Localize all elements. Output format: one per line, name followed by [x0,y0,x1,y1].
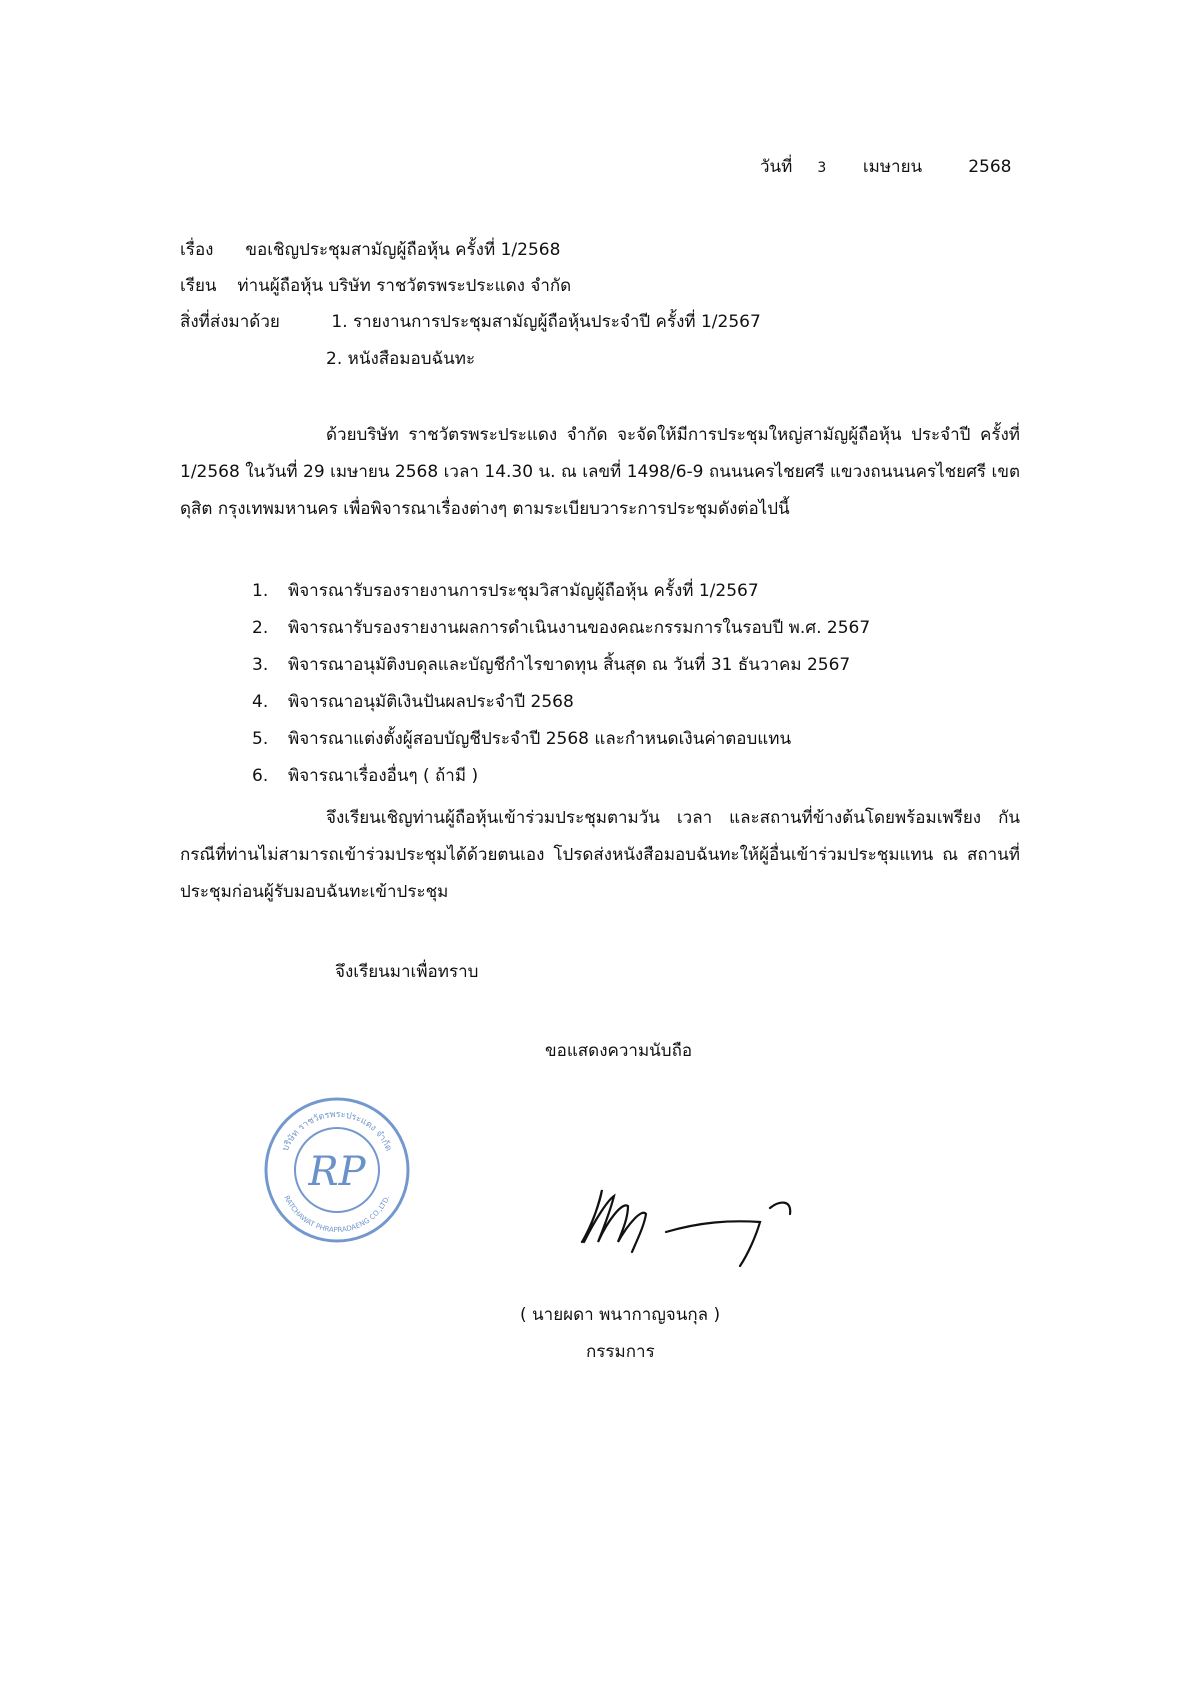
agenda-item [252,577,759,604]
seal-english-text: RATCHAWAT PHRAPRADAENG CO.,LTD. [282,1194,392,1235]
date-label: วันที่ [760,157,793,177]
agenda-number: 2. [252,618,269,638]
agenda-number: 6. [252,766,269,786]
body-paragraph: ด้วยบริษัท ราชวัตรพระประแดง จำกัด จะจัดให้มีการประชุมใหญ่สามัญผู้ถือหุ้น ประจำปี ครั้งที่ 1/2568 ในวันที่ 29 เมษายน 2568 เวลา 14.30 น. ณ เลขที่ 1498/6-9 ถนนนครไชยศรี แขวงถนนนครไชยศรี เขตดุสิต กรุงเทพมหานคร เพื่อพิจารณาเรื่องต่างๆ ตามระเบียบวาระการประชุมดังต่อไปนี้ [180,425,1020,519]
seal-monogram: RP [308,1149,366,1195]
document-date [760,153,1011,180]
agenda-text: พิจารณาอนุมัติงบดุลและบัญชีกำไรขาดทุน สิ้นสุด ณ วันที่ 31 ธันวาคม 2567 [288,655,851,675]
enclosure-item: 2. หนังสือมอบฉันทะ [326,349,476,369]
signatory-title: กรรมการ [586,1342,655,1362]
agenda-text: พิจารณารับรองรายงานผลการดำเนินงานของคณะกรรมการในรอบปี พ.ศ. 2567 [288,618,871,638]
signature-stroke [666,1203,790,1266]
agenda-item [252,614,870,641]
agenda-text: พิจารณาอนุมัติเงินปันผลประจำปี 2568 [288,692,574,712]
recipient-text: ท่านผู้ถือหุ้น บริษัท ราชวัตรพระประแดง จำกัด [237,276,572,296]
date-month: เมษายน [862,157,923,177]
enclosure-item: 1. รายงานการประชุมสามัญผู้ถือหุ้นประจำปี ครั้งที่ 1/2567 [331,312,761,332]
closing-text: จึงเรียนมาเพื่อทราบ [335,962,479,982]
signatory-name: ( นายผดา พนากาญจนกุล ) [520,1305,721,1325]
agenda-text: พิจารณารับรองรายงานการประชุมวิสามัญผู้ถือหุ้น ครั้งที่ 1/2567 [288,581,759,601]
agenda-item [252,688,574,715]
enclosures-label: สิ่งที่ส่งมาด้วย [180,312,280,332]
agenda-item [252,762,478,789]
regards-text: ขอแสดงความนับถือ [545,1041,693,1061]
subject-text: ขอเชิญประชุมสามัญผู้ถือหุ้น ครั้งที่ 1/2568 [245,240,561,260]
recipient-label: เรียน [180,276,217,296]
agenda-number: 3. [252,655,269,675]
recipient-line [180,272,571,299]
subject-line [180,236,560,263]
agenda-item [252,651,850,678]
date-day: 3 [817,160,827,176]
enclosures-line [180,308,761,335]
company-seal [262,1095,412,1245]
invitation-paragraph: จึงเรียนเชิญท่านผู้ถือหุ้นเข้าร่วมประชุมตามวัน เวลา และสถานที่ข้างต้นโดยพร้อมเพรียง กันกรณีที่ท่านไม่สามารถเข้าร่วมประชุมได้ด้วยตนเอง โปรดส่งหนังสือมอบฉันทะให้ผู้อื่นเข้าร่วมประชุมแทน ณ สถานที่ประชุมก่อนผู้รับมอบฉันทะเข้าประชุม [180,808,1020,902]
agenda-number: 4. [252,692,269,712]
agenda-item [252,725,791,752]
signature-stroke [582,1190,646,1252]
date-year: 2568 [968,157,1012,177]
agenda-text: พิจารณาแต่งตั้งผู้สอบบัญชีประจำปี 2568 และกำหนดเงินค่าตอบแทน [288,729,792,749]
agenda-text: พิจารณาเรื่องอื่นๆ ( ถ้ามี ) [288,766,479,786]
seal-thai-text: บริษัท ราชวัตรพระประแดง จำกัด [280,1109,394,1153]
agenda-number: 1. [252,581,269,601]
signature [570,1180,820,1270]
subject-label: เรื่อง [180,240,214,260]
agenda-number: 5. [252,729,269,749]
